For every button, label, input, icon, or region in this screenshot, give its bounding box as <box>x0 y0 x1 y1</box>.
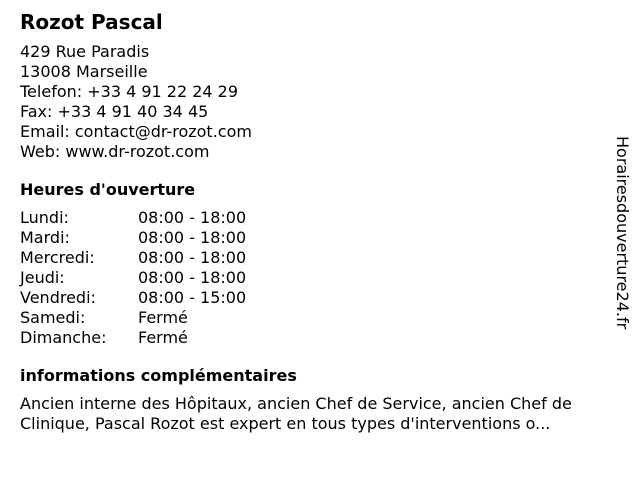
day-label: Vendredi: <box>20 288 96 307</box>
day-label: Mardi: <box>20 228 70 247</box>
day-label: Lundi: <box>20 208 69 227</box>
address-line-2: 13008 Marseille <box>20 62 148 81</box>
time-range: Fermé <box>138 328 188 347</box>
business-name: Rozot Pascal <box>20 10 163 34</box>
day-label: Mercredi: <box>20 248 95 267</box>
business-card <box>20 10 620 434</box>
time-range: 08:00 - 18:00 <box>138 248 247 267</box>
hours-row <box>20 208 620 228</box>
fax-line: Fax: +33 4 91 40 34 45 <box>20 102 209 121</box>
info-description: Ancien interne des Hôpitaux, ancien Chef de Service, ancien Chef de Clinique, Pascal Rozot est expert en tous types d'interventions o... <box>20 394 572 433</box>
hours-table <box>20 208 620 348</box>
info-title: informations complémentaires <box>20 366 297 385</box>
phone-line: Telefon: +33 4 91 22 24 29 <box>20 82 239 101</box>
contact-block <box>20 42 620 162</box>
hours-title: Heures d'ouverture <box>20 180 196 199</box>
day-label: Samedi: <box>20 308 86 327</box>
time-range: 08:00 - 18:00 <box>138 228 247 247</box>
email-line: Email: contact@dr-rozot.com <box>20 122 252 141</box>
day-label: Dimanche: <box>20 328 107 347</box>
hours-row <box>20 328 620 348</box>
time-range: 08:00 - 18:00 <box>138 208 247 227</box>
hours-row <box>20 268 620 288</box>
site-watermark: Horairesdouverture24.fr <box>613 136 632 330</box>
day-label: Jeudi: <box>20 268 65 287</box>
time-range: 08:00 - 15:00 <box>138 288 247 307</box>
time-range: 08:00 - 18:00 <box>138 268 247 287</box>
hours-row <box>20 288 620 308</box>
web-line: Web: www.dr-rozot.com <box>20 142 210 161</box>
hours-row <box>20 228 620 248</box>
hours-row <box>20 248 620 268</box>
time-range: Fermé <box>138 308 188 327</box>
address-line-1: 429 Rue Paradis <box>20 42 150 61</box>
hours-row <box>20 308 620 328</box>
